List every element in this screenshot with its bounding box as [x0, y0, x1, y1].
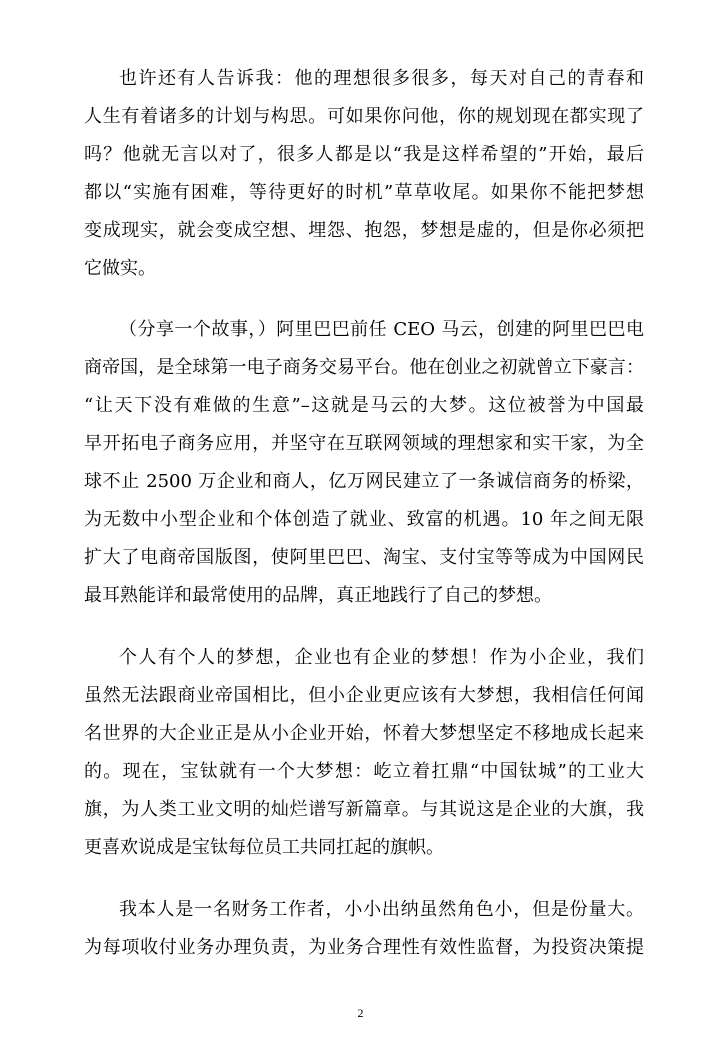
- paragraph-2-line-5: 球不止 2500 万企业和商人，亿万网民建立了一条诚信商务的桥梁，: [84, 471, 644, 492]
- paragraph-2-line-8: 最耳熟能详和最常使用的品牌，真正地践行了自己的梦想。: [84, 585, 552, 606]
- paragraph-1-line-1: 也许还有人告诉我：他的理想很多很多，每天对自己的青春和: [119, 68, 644, 89]
- paragraph-2-line-2: 商帝国，是全球第一电子商务交易平台。他在创业之初就曾立下豪言：: [84, 357, 644, 378]
- paragraph-3-line-5: 旗，为人类工业文明的灿烂谱写新篇章。与其说这是企业的大旗，我: [84, 799, 644, 820]
- paragraph-3-line-6: 更喜欢说成是宝钛每位员工共同扛起的旗帜。: [84, 837, 444, 858]
- paragraph-1-line-3: 吗？他就无言以对了，很多人都是以“我是这样希望的”开始，最后: [84, 144, 644, 165]
- paragraph-3-line-4: 的。现在，宝钛就有一个大梦想：屹立着扛鼎“中国钛城”的工业大: [84, 761, 644, 782]
- paragraph-2-line-1: （分享一个故事，）阿里巴巴前任 CEO 马云，创建的阿里巴巴电: [119, 319, 644, 340]
- paragraph-1-line-6: 它做实。: [84, 258, 156, 279]
- paragraph-2-line-4: 早开拓电子商务应用，并坚守在互联网领域的理想家和实干家，为全: [84, 433, 644, 454]
- paragraph-3-line-3: 名世界的大企业正是从小企业开始，怀着大梦想坚定不移地成长起来: [84, 723, 644, 744]
- paragraph-3-line-1: 个人有个人的梦想，企业也有企业的梦想！作为小企业，我们: [119, 647, 644, 668]
- paragraph-4-line-1: 我本人是一名财务工作者，小小出纳虽然角色小，但是份量大。: [119, 899, 644, 920]
- page-number: 2: [357, 1006, 364, 1020]
- paragraph-2-line-7: 扩大了电商帝国版图，使阿里巴巴、淘宝、支付宝等等成为中国网民: [84, 547, 644, 568]
- paragraph-3-line-2: 虽然无法跟商业帝国相比，但小企业更应该有大梦想，我相信任何闻: [84, 685, 644, 706]
- paragraph-1-line-4: 都以“实施有困难，等待更好的时机”草草收尾。如果你不能把梦想: [84, 182, 644, 203]
- paragraph-4-line-2: 为每项收付业务办理负责，为业务合理性有效性监督，为投资决策提: [84, 937, 644, 958]
- paragraph-2-line-6: 为无数中小型企业和个体创造了就业、致富的机遇。10 年之间无限: [84, 509, 644, 530]
- paragraph-1-line-2: 人生有着诸多的计划与构思。可如果你问他，你的规划现在都实现了: [84, 106, 644, 127]
- paragraph-2-line-3: “让天下没有难做的生意”–这就是马云的大梦。这位被誉为中国最: [84, 395, 644, 416]
- paragraph-1-line-5: 变成现实，就会变成空想、埋怨、抱怨，梦想是虚的，但是你必须把: [84, 220, 644, 241]
